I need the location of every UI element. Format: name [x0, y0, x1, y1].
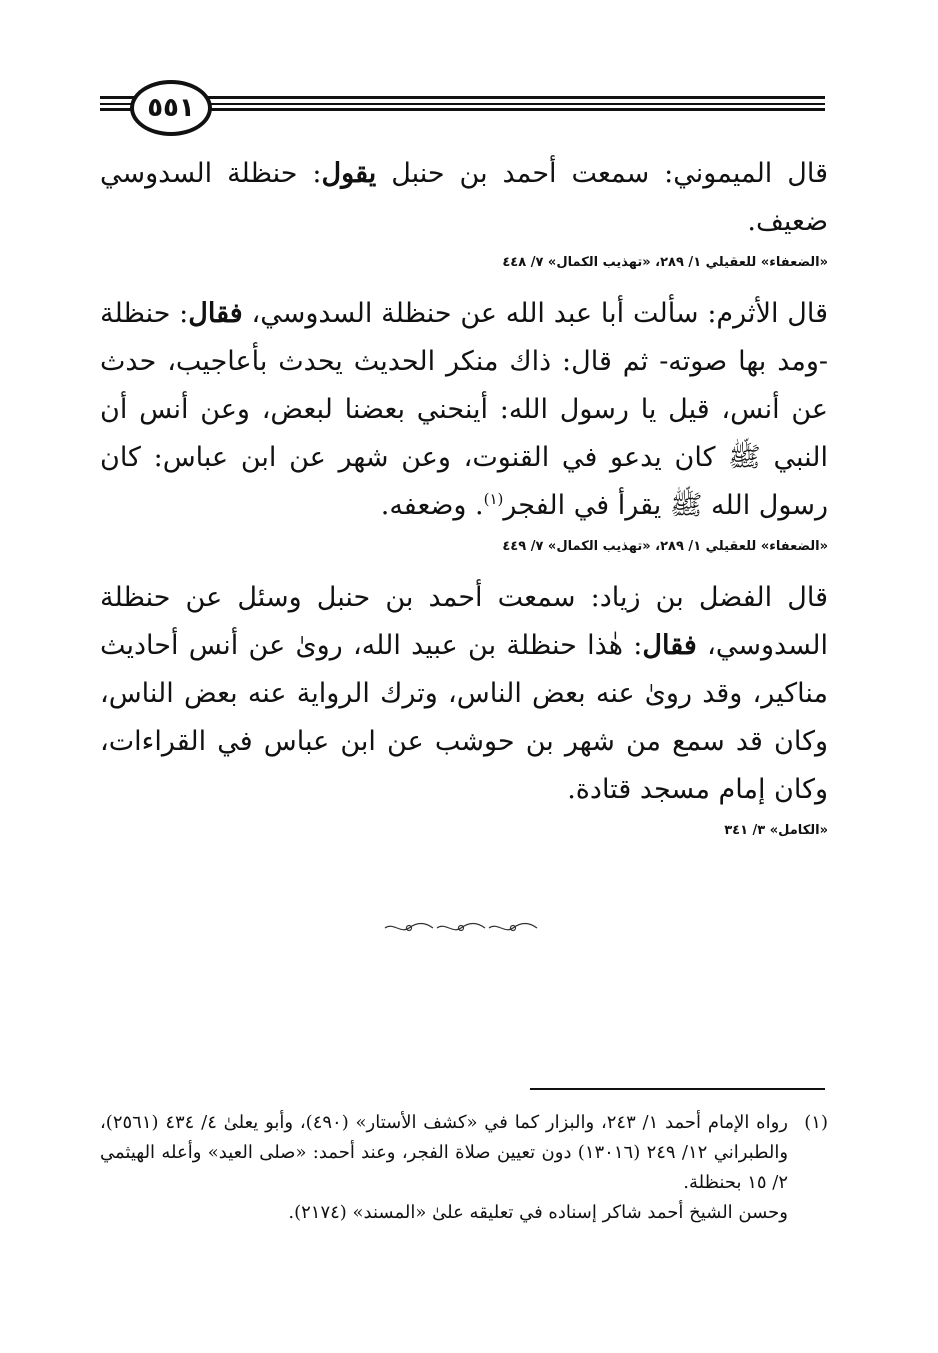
entry-text: قال الفضل بن زياد: سمعت أحمد بن حنبل وسئل عن حنظلة السدوسي، — [100, 582, 828, 661]
entry-athram — [100, 290, 828, 530]
entry-text: . وضعفه. — [380, 490, 484, 521]
entry-bold-word: يقول — [321, 158, 377, 189]
entry-text: : حنظلة -ومد بها صوته- ثم قال: ذاك منكر الحديث يحدث بأعاجيب، حدث عن أنس، قيل يا رسول الله: أينحني بعضنا لبعض، وعن أنس أن النبي ﷺ كان يدعو في القنوت، وعن شهر عن ابن عباس: كان رسول الله ﷺ يقرأ في الفجر — [100, 298, 828, 521]
entry-text: : حنظلة السدوسي ضعيف. — [100, 158, 828, 237]
entry-source: «الضعفاء» للعقيلي ١/ ٢٨٩، «تهذيب الكمال» ٧/ ٤٤٨ — [502, 255, 828, 270]
footnote-separator — [530, 1088, 825, 1090]
footnote-line: رواه الإمام أحمد ١/ ٢٤٣، والبزار كما في «كشف الأستار» (٤٩٠)، وأبو يعلىٰ ٤/ ٤٣٤ (٢٥٦١)، والطبراني ١٢/ ٢٤٩ (١٣٠١٦) دون تعيين صلاة الفجر، وعند أحمد: «صلى العيد» وأعله الهيثمي ٢/ ١٥ بحنظلة. — [100, 1112, 789, 1193]
entry-fadl — [100, 574, 828, 814]
entry-bold-word: فقال — [188, 298, 243, 329]
entry-source: «الكامل» ٣/ ٣٤١ — [724, 823, 828, 838]
entry-maymuni — [100, 150, 828, 246]
footnote-line: وحسن الشيخ أحمد شاكر إسناده في تعليقه علىٰ «المسند» (٢١٧٤). — [288, 1202, 788, 1223]
entry-source: «الضعفاء» للعقيلي ١/ ٢٨٩، «تهذيب الكمال» ٧/ ٤٤٩ — [502, 539, 828, 554]
footnote — [100, 1108, 828, 1228]
entry-bold-word: فقال — [642, 630, 697, 661]
footnote-reference[interactable]: (١) — [483, 490, 504, 508]
footnote-text — [100, 1108, 788, 1228]
entry-text: قال الأثرم: سألت أبا عبد الله عن حنظلة السدوسي، — [242, 298, 828, 329]
entry-text: قال الميموني: سمعت أحمد بن حنبل — [376, 158, 828, 189]
main-text — [100, 150, 828, 858]
page-header — [100, 78, 825, 128]
ornament-divider-icon — [381, 920, 541, 936]
footnote-number: (١) — [804, 1112, 828, 1133]
page-number: ٥٥١ — [130, 80, 212, 136]
entry-text: : هٰذا حنظلة بن عبيد الله، روىٰ عن أنس أحاديث مناكير، وقد روىٰ عنه بعض الناس، وترك الرواية عنه بعض الناس، وكان قد سمع من شهر بن حوشب عن ابن عباس في القراءات، وكان إمام مسجد قتادة. — [100, 630, 828, 805]
footnote-row — [100, 1108, 828, 1228]
